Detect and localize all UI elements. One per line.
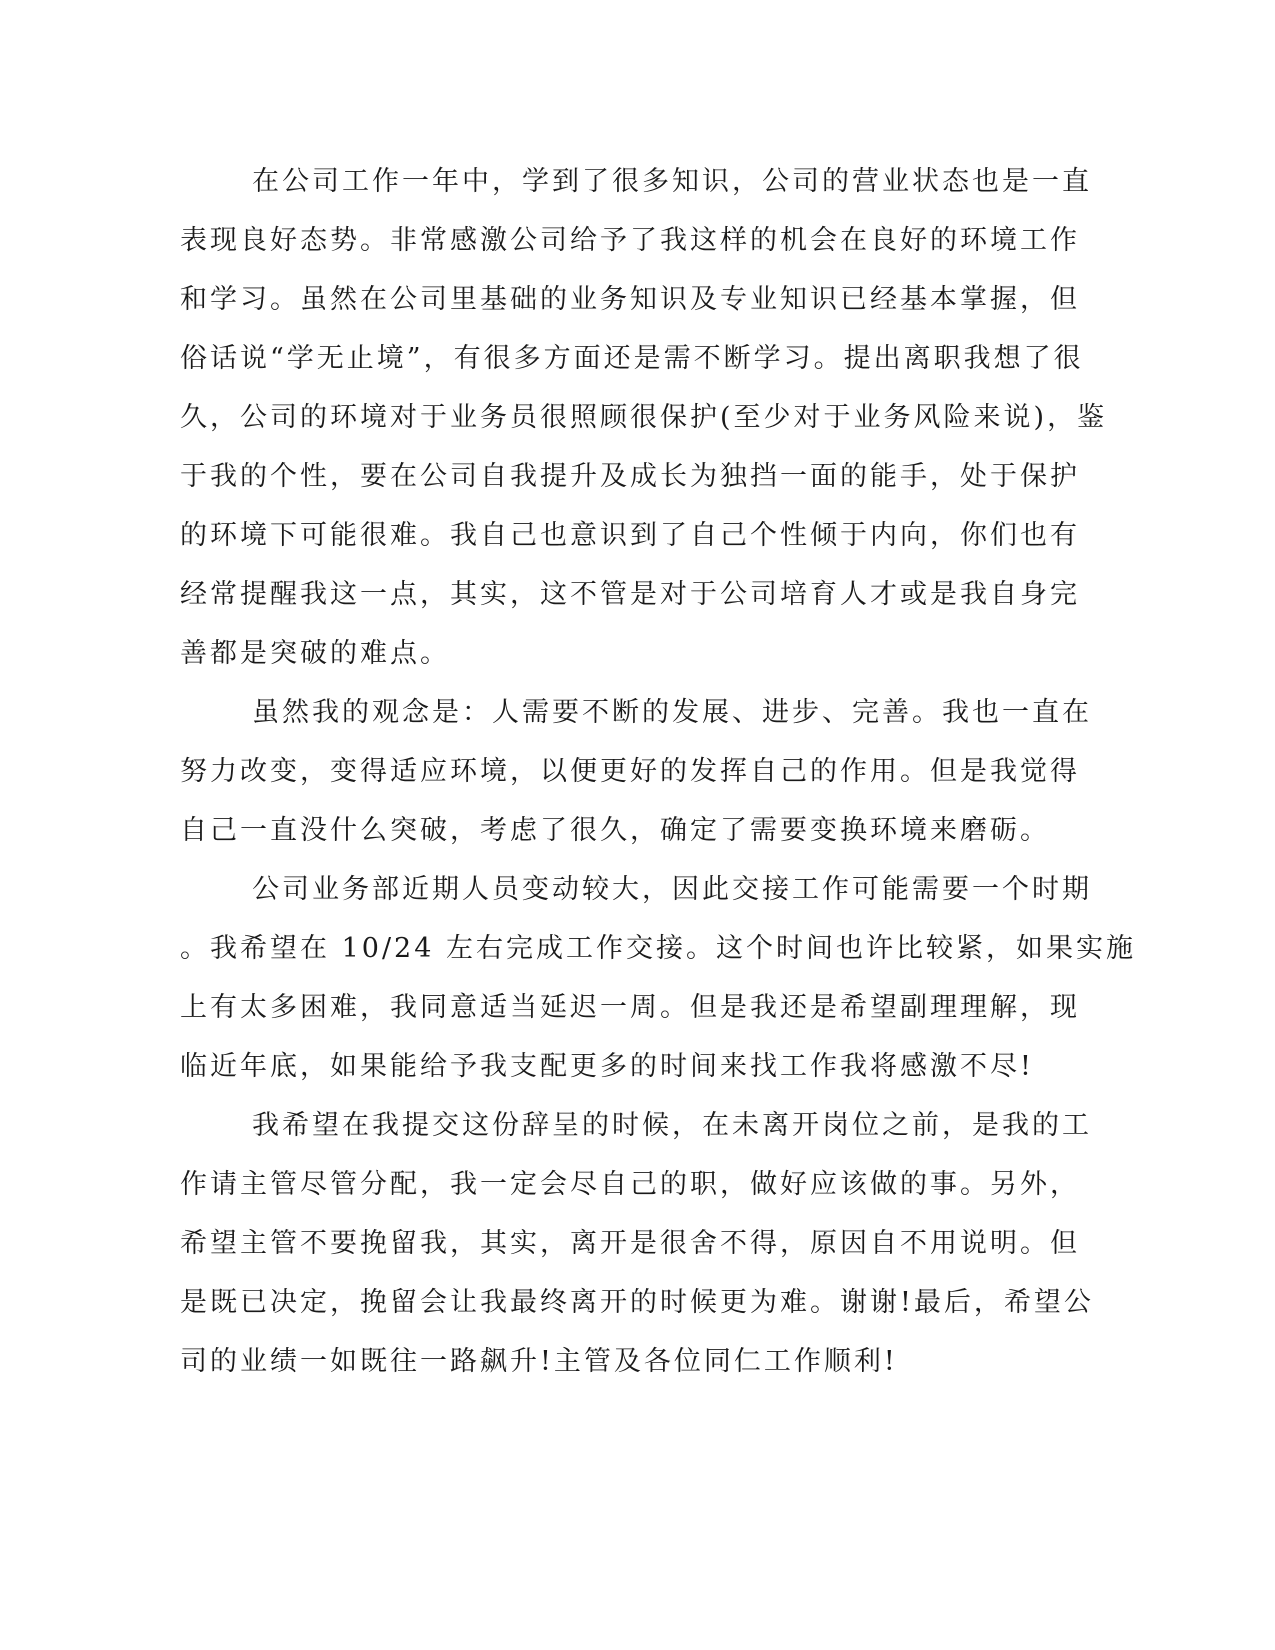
paragraph-4-line-2: 作请主管尽管分配，我一定会尽自己的职，做好应该做的事。另外， xyxy=(180,1169,1080,1200)
paragraph-4-line-1: 我希望在我提交这份辞呈的时候，在未离开岗位之前，是我的工 xyxy=(252,1110,1092,1141)
paragraph-1-line-3: 和学习。虽然在公司里基础的业务知识及专业知识已经基本掌握，但 xyxy=(180,284,1080,315)
paragraph-4-line-3: 希望主管不要挽留我，其实，离开是很舍不得，原因自不用说明。但 xyxy=(180,1228,1080,1259)
paragraph-2-line-3: 自己一直没什么突破，考虑了很久，确定了需要变换环境来磨砺。 xyxy=(180,815,1050,846)
paragraph-3-line-1: 公司业务部近期人员变动较大，因此交接工作可能需要一个时期 xyxy=(252,874,1092,905)
paragraph-1-line-5: 久，公司的环境对于业务员很照顾很保护(至少对于业务风险来说)，鉴 xyxy=(180,402,1108,433)
paragraph-3-line-4: 临近年底，如果能给予我支配更多的时间来找工作我将感激不尽! xyxy=(180,1051,1034,1082)
paragraph-1-line-8: 经常提醒我这一点，其实，这不管是对于公司培育人才或是我自身完 xyxy=(180,579,1080,610)
paragraph-1-line-1: 在公司工作一年中，学到了很多知识，公司的营业状态也是一直 xyxy=(252,166,1092,197)
paragraph-2-line-2: 努力改变，变得适应环境，以便更好的发挥自己的作用。但是我觉得 xyxy=(180,756,1080,787)
paragraph-4-line-5: 司的业绩一如既往一路飙升!主管及各位同仁工作顺利! xyxy=(180,1346,898,1377)
paragraph-1-line-9: 善都是突破的难点。 xyxy=(180,638,450,669)
paragraph-2-line-1: 虽然我的观念是：人需要不断的发展、进步、完善。我也一直在 xyxy=(252,697,1092,728)
document-page xyxy=(180,150,1136,1530)
paragraph-3-line-3: 上有太多困难，我同意适当延迟一周。但是我还是希望副理理解，现 xyxy=(180,992,1080,1023)
paragraph-1-line-2: 表现良好态势。非常感激公司给予了我这样的机会在良好的环境工作 xyxy=(180,225,1080,256)
paragraph-3-line-2: 。我希望在 10/24 左右完成工作交接。这个时间也许比较紧，如果实施 xyxy=(180,933,1136,964)
paragraph-1-line-6: 于我的个性，要在公司自我提升及成长为独挡一面的能手，处于保护 xyxy=(180,461,1080,492)
paragraph-1-line-4: 俗话说“学无止境”，有很多方面还是需不断学习。提出离职我想了很 xyxy=(180,343,1084,374)
paragraph-1-line-7: 的环境下可能很难。我自己也意识到了自己个性倾于内向，你们也有 xyxy=(180,520,1080,551)
paragraph-4-line-4: 是既已决定，挽留会让我最终离开的时候更为难。谢谢!最后，希望公 xyxy=(180,1287,1094,1318)
